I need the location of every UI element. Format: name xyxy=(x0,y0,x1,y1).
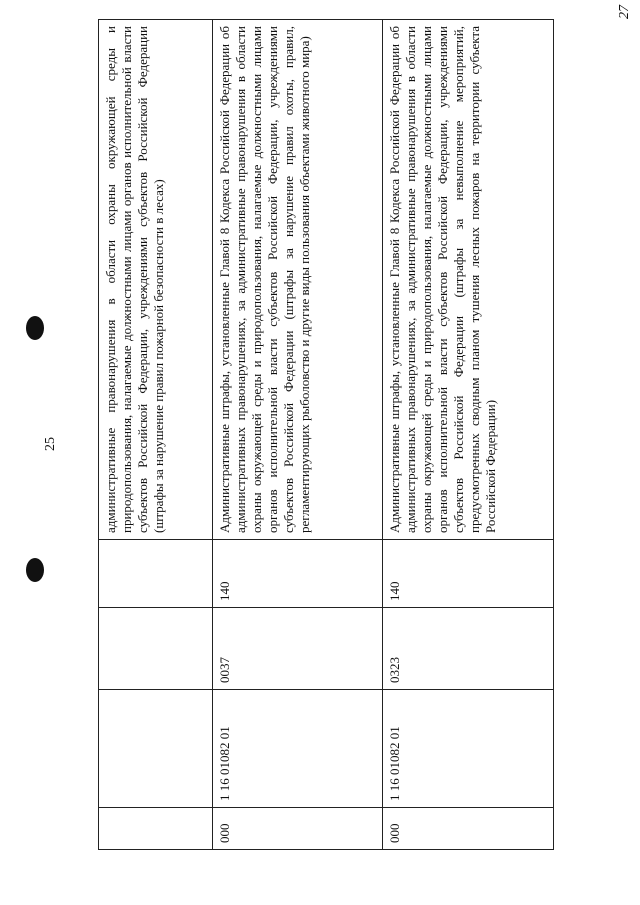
description-cell: административные правонарушения в области охраны окружающей среды и природопользования, налагаемые должностными лицами органов исполнительной власти субъектов Российской Федерации, учреждениями субъектов Российской Федерации (штрафы за нарушение правил пожарной безопасности в лесах) xyxy=(99,20,213,540)
admin-code-cell: 000 xyxy=(213,808,383,850)
kosgu-cell xyxy=(99,540,213,608)
admin-code-cell: 000 xyxy=(383,808,554,850)
income-code-cell: 1 16 01082 01 xyxy=(213,690,383,808)
subcode-cell: 0037 xyxy=(213,608,383,690)
table-row xyxy=(213,20,383,850)
punch-hole-top xyxy=(26,316,44,340)
description-cell: Административные штрафы, установленные Главой 8 Кодекса Российской Федерации об административных правонарушениях, за административные правонарушения в области охраны окружающей среды и природопользования, налагаемые должностными лицами органов исполнительной власти субъектов Российской Федерации, учреждениями субъектов Российской Федерации (штрафы за нарушение правил охоты, правил, регламентирующих рыболовство и другие виды пользования объектами животного мира) xyxy=(213,20,383,540)
admin-code-cell xyxy=(99,808,213,850)
income-code-cell: 1 16 01082 01 xyxy=(383,690,554,808)
table-row xyxy=(383,20,554,850)
kosgu-cell: 140 xyxy=(383,540,554,608)
document-table-wrapper xyxy=(98,20,553,850)
page-number: 25 xyxy=(43,437,58,451)
kosgu-cell: 140 xyxy=(213,540,383,608)
table-row xyxy=(99,20,213,850)
income-codes-table xyxy=(98,19,554,850)
punch-hole-bottom xyxy=(26,558,44,582)
rotated-table xyxy=(98,20,553,850)
subcode-cell xyxy=(99,608,213,690)
subcode-cell: 0323 xyxy=(383,608,554,690)
corner-handwritten-mark: 27 xyxy=(617,5,632,19)
income-code-cell xyxy=(99,690,213,808)
description-cell: Административные штрафы, установленные Главой 8 Кодекса Российской Федерации об административных правонарушениях, за административные правонарушения в области охраны окружающей среды и природопользования, налагаемые должностными лицами органов исполнительной власти субъектов Российской Федерации, учреждениями субъектов Российской Федерации (штрафы за невыполнение мероприятий, предусмотренных сводным планом тушения лесных пожаров на территории субъекта Российской Федерации) xyxy=(383,20,554,540)
